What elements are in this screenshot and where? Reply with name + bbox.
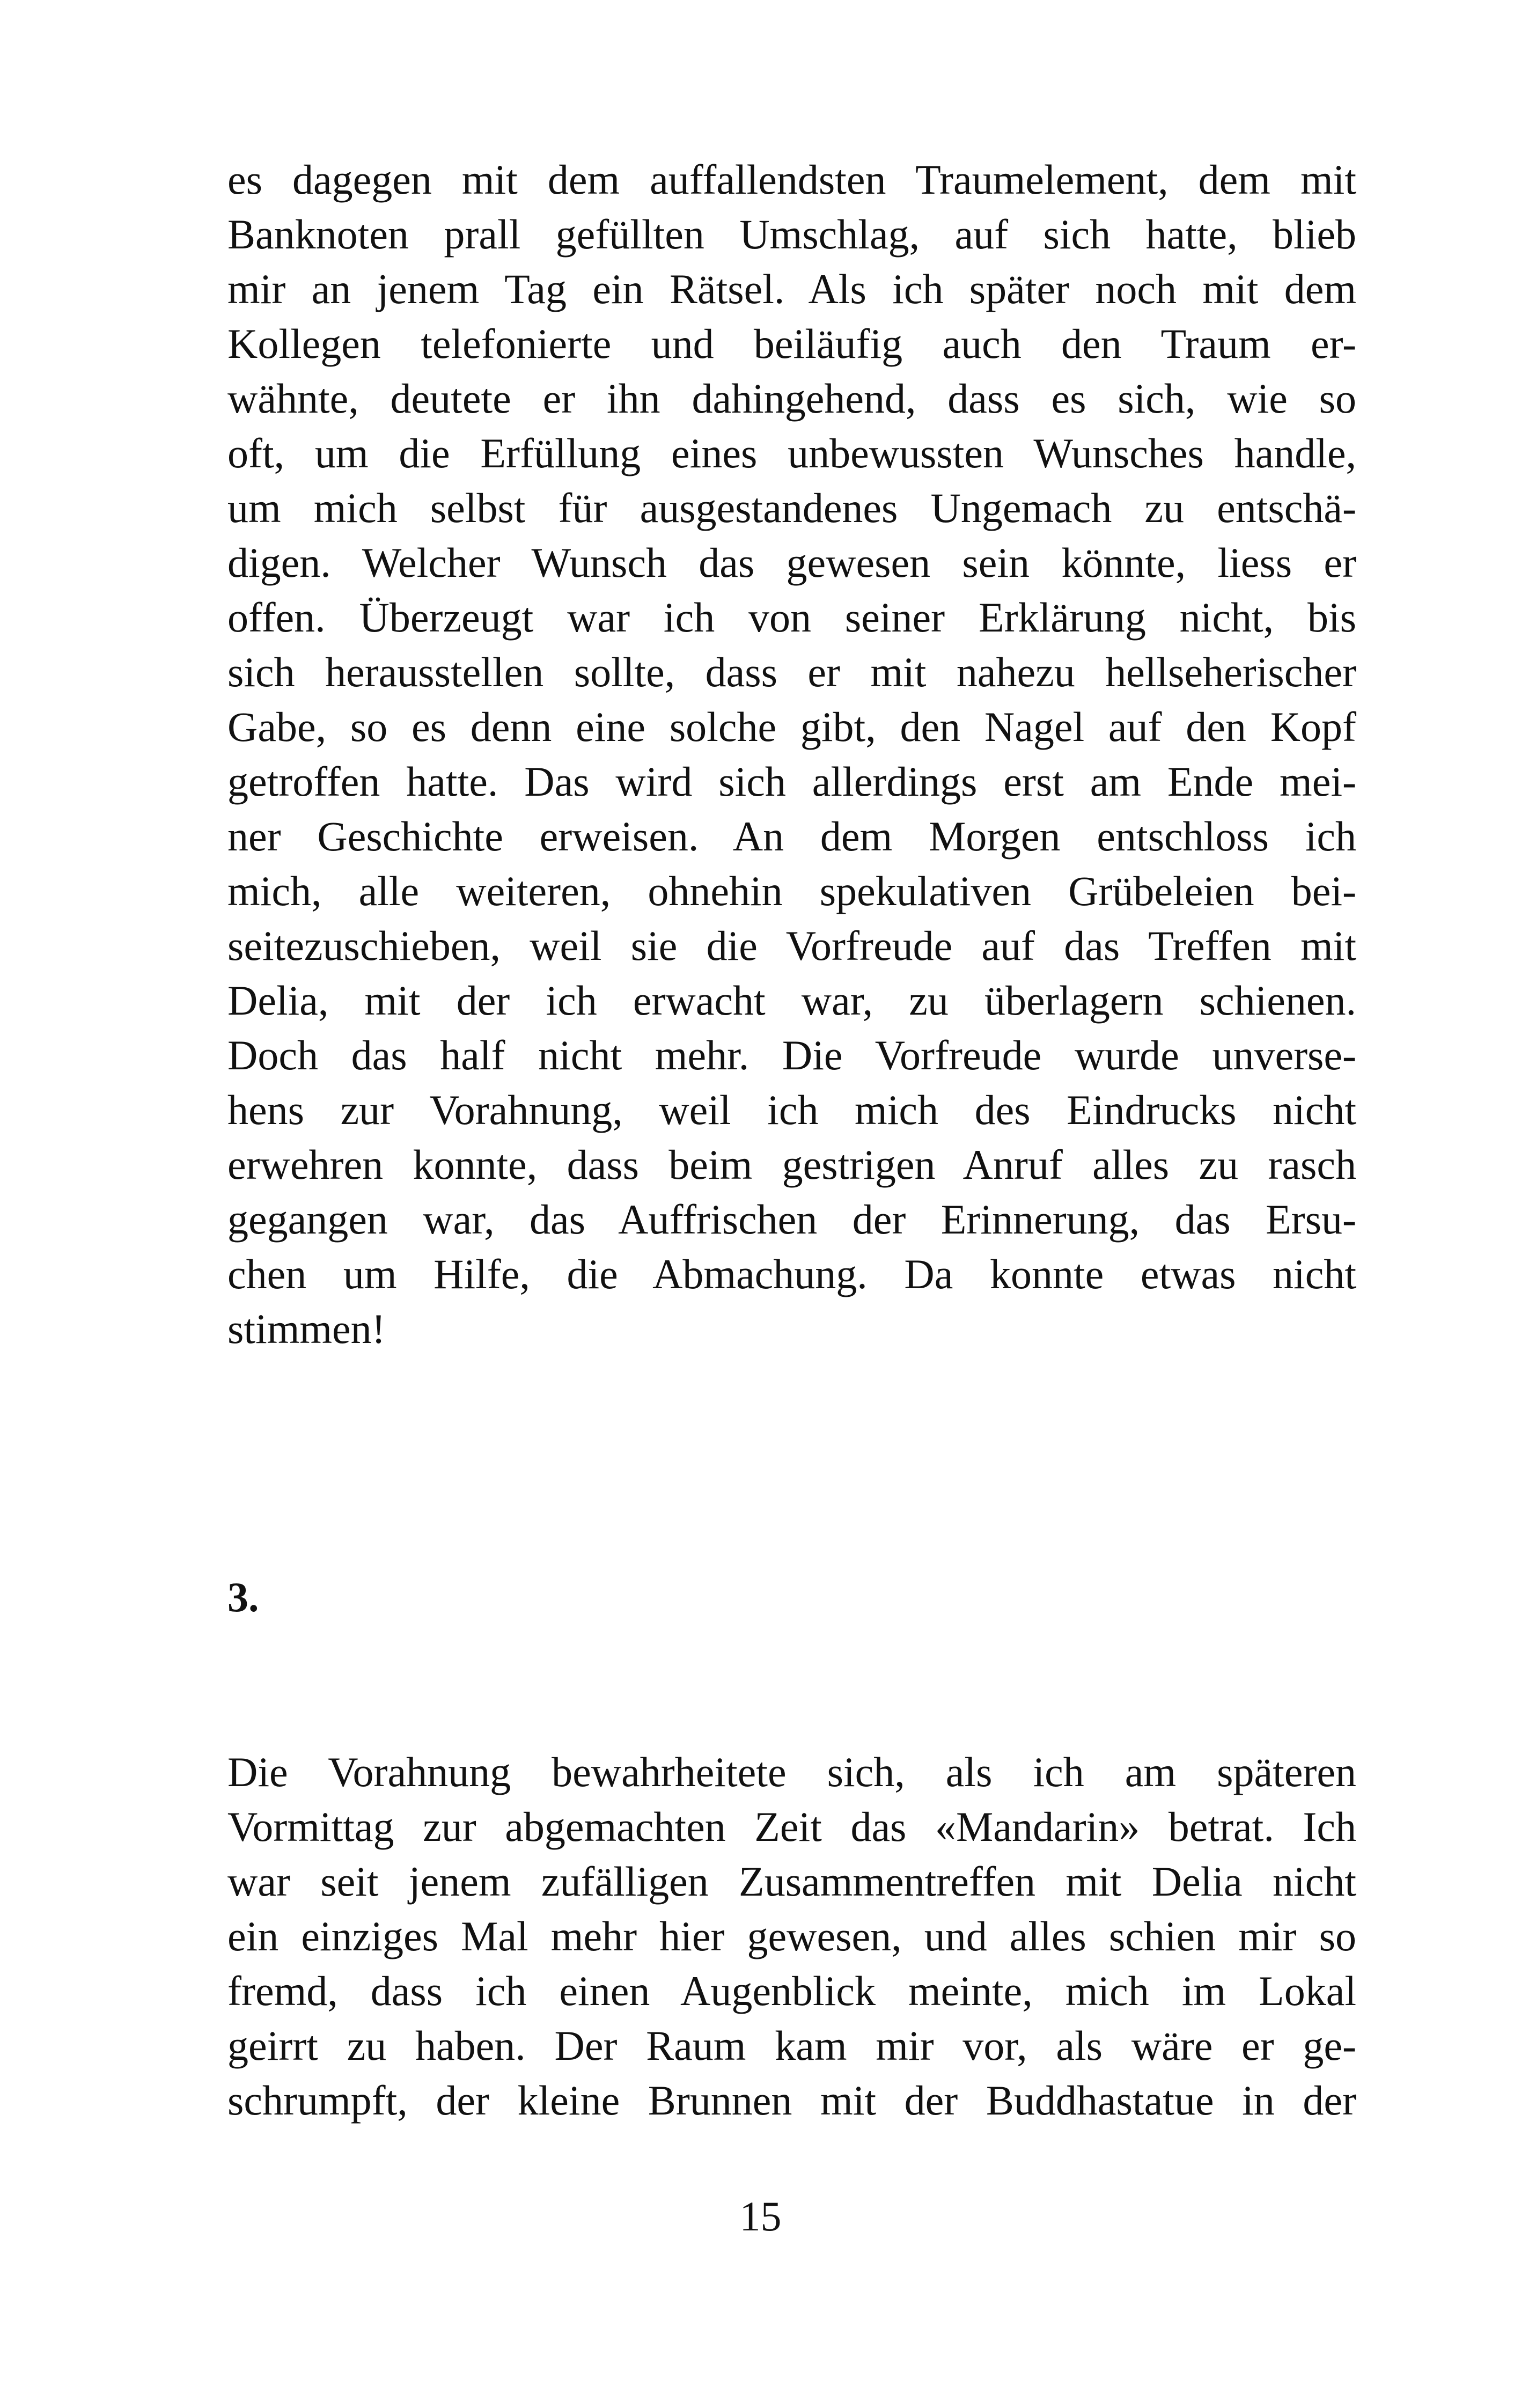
text-line: getroffen hatte. Das wird sich allerdings erst am Ende mei- [227,758,1356,805]
text-line: digen. Welcher Wunsch das gewesen sein könnte, liess er [227,539,1356,586]
text-line: Doch das half nicht mehr. Die Vorfreude wurde unverse- [227,1032,1356,1078]
text-line: hens zur Vorahnung, weil ich mich des Eindrucks nicht [227,1086,1356,1133]
chapter-heading: 3. [227,1574,259,1620]
text-line: Gabe, so es denn eine solche gibt, den Nagel auf den Kopf [227,703,1356,750]
text-line: stimmen! [227,1305,386,1352]
text-line: war seit jenem zufälligen Zusammentreffen mit Delia nicht [227,1858,1356,1905]
text-line: wähnte, deutete er ihn dahingehend, dass es sich, wie so [227,375,1356,422]
text-line: Banknoten prall gefüllten Umschlag, auf sich hatte, blieb [227,211,1356,258]
text-line: Die Vorahnung bewahrheitete sich, als ich am späteren [227,1749,1356,1795]
text-line: geirrt zu haben. Der Raum kam mir vor, als wäre er ge- [227,2022,1356,2069]
text-line: offen. Überzeugt war ich von seiner Erklärung nicht, bis [227,594,1356,641]
paragraph-continued [227,152,1356,1356]
text-line: mich, alle weiteren, ohnehin spekulativen Grübeleien bei- [227,868,1356,914]
text-line: fremd, dass ich einen Augenblick meinte, mich im Lokal [227,1967,1356,2014]
text-line: oft, um die Erfüllung eines unbewussten Wunsches handle, [227,430,1356,476]
text-line: seitezuschieben, weil sie die Vorfreude auf das Treffen mit [227,922,1356,969]
text-line: Vormittag zur abgemachten Zeit das «Mandarin» betrat. Ich [227,1803,1356,1850]
text-line: gegangen war, das Auffrischen der Erinnerung, das Ersu- [227,1196,1356,1243]
text-line: ein einziges Mal mehr hier gewesen, und alles schien mir so [227,1913,1356,1959]
text-line: sich herausstellen sollte, dass er mit nahezu hellseherischer [227,649,1356,695]
text-line: schrumpft, der kleine Brunnen mit der Buddhastatue in der [227,2077,1356,2124]
text-line: Delia, mit der ich erwacht war, zu überlagern schienen. [227,977,1356,1024]
text-line: erwehren konnte, dass beim gestrigen Anruf alles zu rasch [227,1141,1356,1188]
text-line: chen um Hilfe, die Abmachung. Da konnte etwas nicht [227,1251,1356,1297]
page-number: 15 [739,2193,782,2240]
text-line: es dagegen mit dem auffallendsten Traumelement, dem mit [227,156,1356,203]
text-line: mir an jenem Tag ein Rätsel. Als ich später noch mit dem [227,266,1356,312]
text-line: Kollegen telefonierte und beiläufig auch den Traum er- [227,320,1356,367]
text-line: um mich selbst für ausgestandenes Ungemach zu entschä- [227,484,1356,531]
paragraph-chapter-3 [227,1745,1356,2128]
text-line: ner Geschichte erweisen. An dem Morgen entschloss ich [227,813,1356,860]
